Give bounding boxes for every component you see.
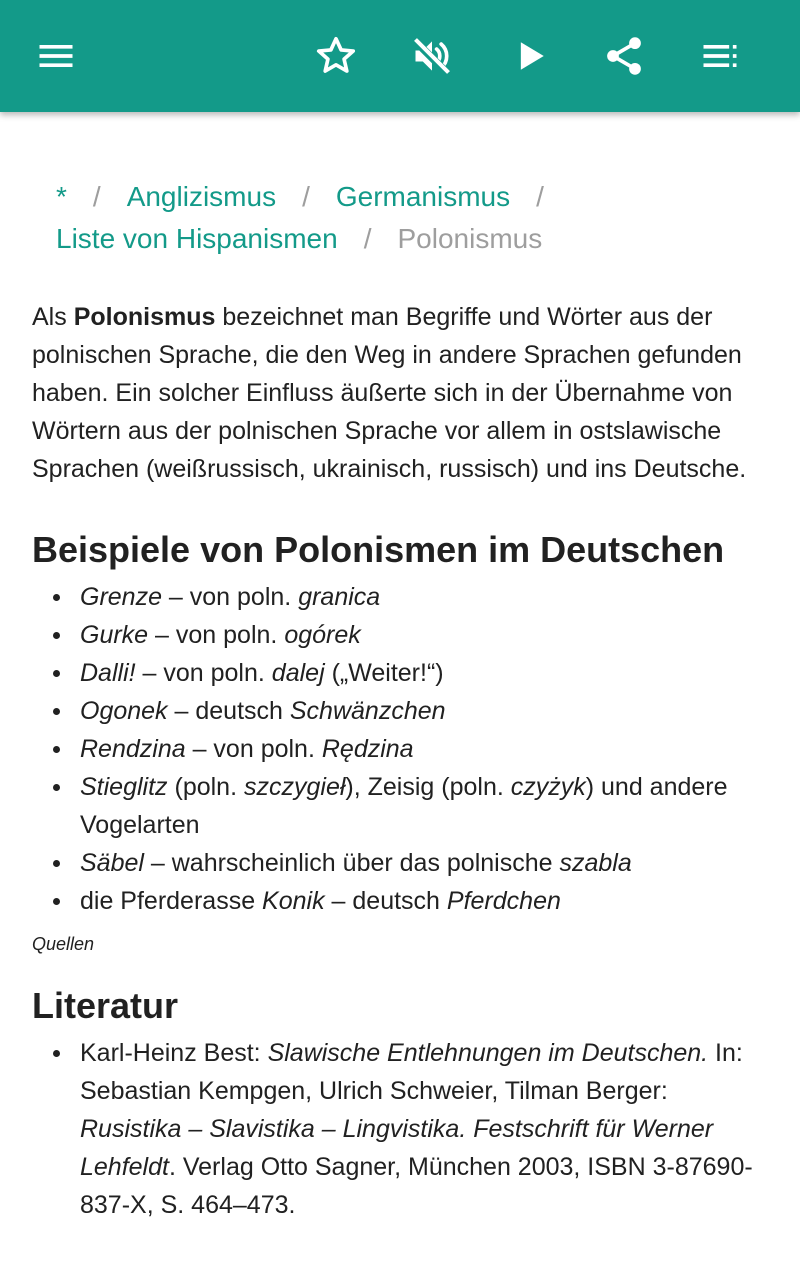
list-item: [32, 730, 768, 768]
app-toolbar: [0, 0, 800, 112]
breadcrumb-item-hispanismen[interactable]: Liste von Hispanismen: [56, 223, 338, 254]
example-text: – von poln.: [135, 659, 272, 687]
intro-text: Als: [32, 303, 74, 331]
breadcrumb-item-home[interactable]: *: [56, 181, 67, 212]
example-origin: czyżyk: [510, 773, 586, 801]
example-word: Dalli!: [80, 659, 136, 687]
literature-author: Karl-Heinz Best:: [80, 1039, 268, 1067]
example-text: (poln.: [167, 773, 244, 801]
list-item: [32, 654, 768, 692]
example-text: – wahrscheinlich über das polnische: [143, 849, 560, 877]
list-item: [32, 882, 768, 920]
section-heading-literature: Literatur: [32, 985, 179, 1026]
bookmark-button[interactable]: [306, 26, 366, 86]
example-origin: Schwänzchen: [289, 697, 446, 725]
example-text: – deutsch: [324, 887, 447, 915]
example-origin: szczygieł: [243, 773, 346, 801]
menu-icon: [34, 34, 78, 78]
examples-list: [32, 578, 768, 920]
example-word: Gurke: [80, 621, 149, 649]
play-button[interactable]: [500, 26, 560, 86]
list-item: [32, 768, 768, 844]
literature-text: . Verlag Otto Sagner, München 2003, ISBN 3-87690-837-X, S. 464–473.: [80, 1153, 753, 1219]
literature-list: [32, 1034, 768, 1224]
list-item: [32, 1034, 768, 1224]
literature-title: Slawische Entlehnungen im Deutschen.: [267, 1039, 709, 1067]
breadcrumb-separator: /: [302, 181, 310, 212]
intro-text: bezeichnet man Begriffe und Wörter aus der polnischen Sprache, die den Weg in andere Sprachen gefunden haben. Ein solcher Einfluss äußerte sich in der Übernahme von Wörtern aus der polnischen Sprache vor allem in ostslawische Sprachen (weißrussisch, ukrainisch, russisch) und ins Deutsche.: [32, 303, 747, 483]
menu-button[interactable]: [26, 26, 86, 86]
example-origin: szabla: [559, 849, 632, 877]
literature-book-title: Rusistika – Slavistika – Lingvistika. Festschrift für Werner Lehfeldt: [80, 1115, 714, 1181]
list-item: [32, 844, 768, 882]
article-body: [32, 298, 768, 1224]
example-text: ), Zeisig (poln.: [345, 773, 511, 801]
example-word: Konik: [262, 887, 325, 915]
sources-link[interactable]: Quellen: [32, 934, 95, 954]
section-heading-examples: Beispiele von Polonismen im Deutschen: [32, 529, 725, 570]
literature-text: In: Sebastian Kempgen, Ulrich Schweier, Tilman Berger:: [80, 1039, 743, 1105]
table-of-contents-button[interactable]: [690, 26, 750, 86]
list-item: [32, 692, 768, 730]
breadcrumb-item-germanismus[interactable]: Germanismus: [335, 181, 511, 212]
example-text: – von poln.: [148, 621, 285, 649]
star-outline-icon: [314, 34, 358, 78]
breadcrumb-separator: /: [363, 223, 372, 254]
example-origin: Rędzina: [321, 735, 414, 763]
example-text: – von poln.: [161, 583, 299, 611]
breadcrumb: [56, 176, 776, 260]
example-text: die Pferderasse: [80, 887, 263, 915]
example-word: Ogonek: [80, 697, 168, 725]
share-icon: [602, 34, 646, 78]
example-origin: Pferdchen: [446, 887, 561, 915]
mute-button[interactable]: [402, 26, 462, 86]
example-origin: granica: [298, 583, 381, 611]
example-word: Grenze: [80, 583, 162, 611]
toc-icon: [698, 34, 742, 78]
example-word: Rendzina: [80, 735, 186, 763]
breadcrumb-separator: /: [536, 181, 544, 212]
share-button[interactable]: [594, 26, 654, 86]
list-item: [32, 578, 768, 616]
example-origin: ogórek: [284, 621, 361, 649]
intro-term: Polonismus: [73, 303, 216, 331]
breadcrumb-current: Polonismus: [397, 223, 543, 254]
example-text: – von poln.: [185, 735, 322, 763]
breadcrumb-item-anglizismus[interactable]: Anglizismus: [126, 181, 277, 212]
breadcrumb-separator: /: [92, 181, 101, 212]
volume-off-icon: [410, 34, 454, 78]
example-text: – deutsch: [167, 697, 290, 725]
example-word: Stieglitz: [80, 773, 168, 801]
intro-paragraph: [32, 298, 768, 488]
example-origin: dalej: [271, 659, 325, 687]
play-icon: [508, 34, 552, 78]
example-word: Säbel: [80, 849, 144, 877]
list-item: [32, 616, 768, 654]
example-text: („Weiter!“): [324, 659, 444, 687]
example-text: ) und andere Vogelarten: [80, 773, 728, 839]
